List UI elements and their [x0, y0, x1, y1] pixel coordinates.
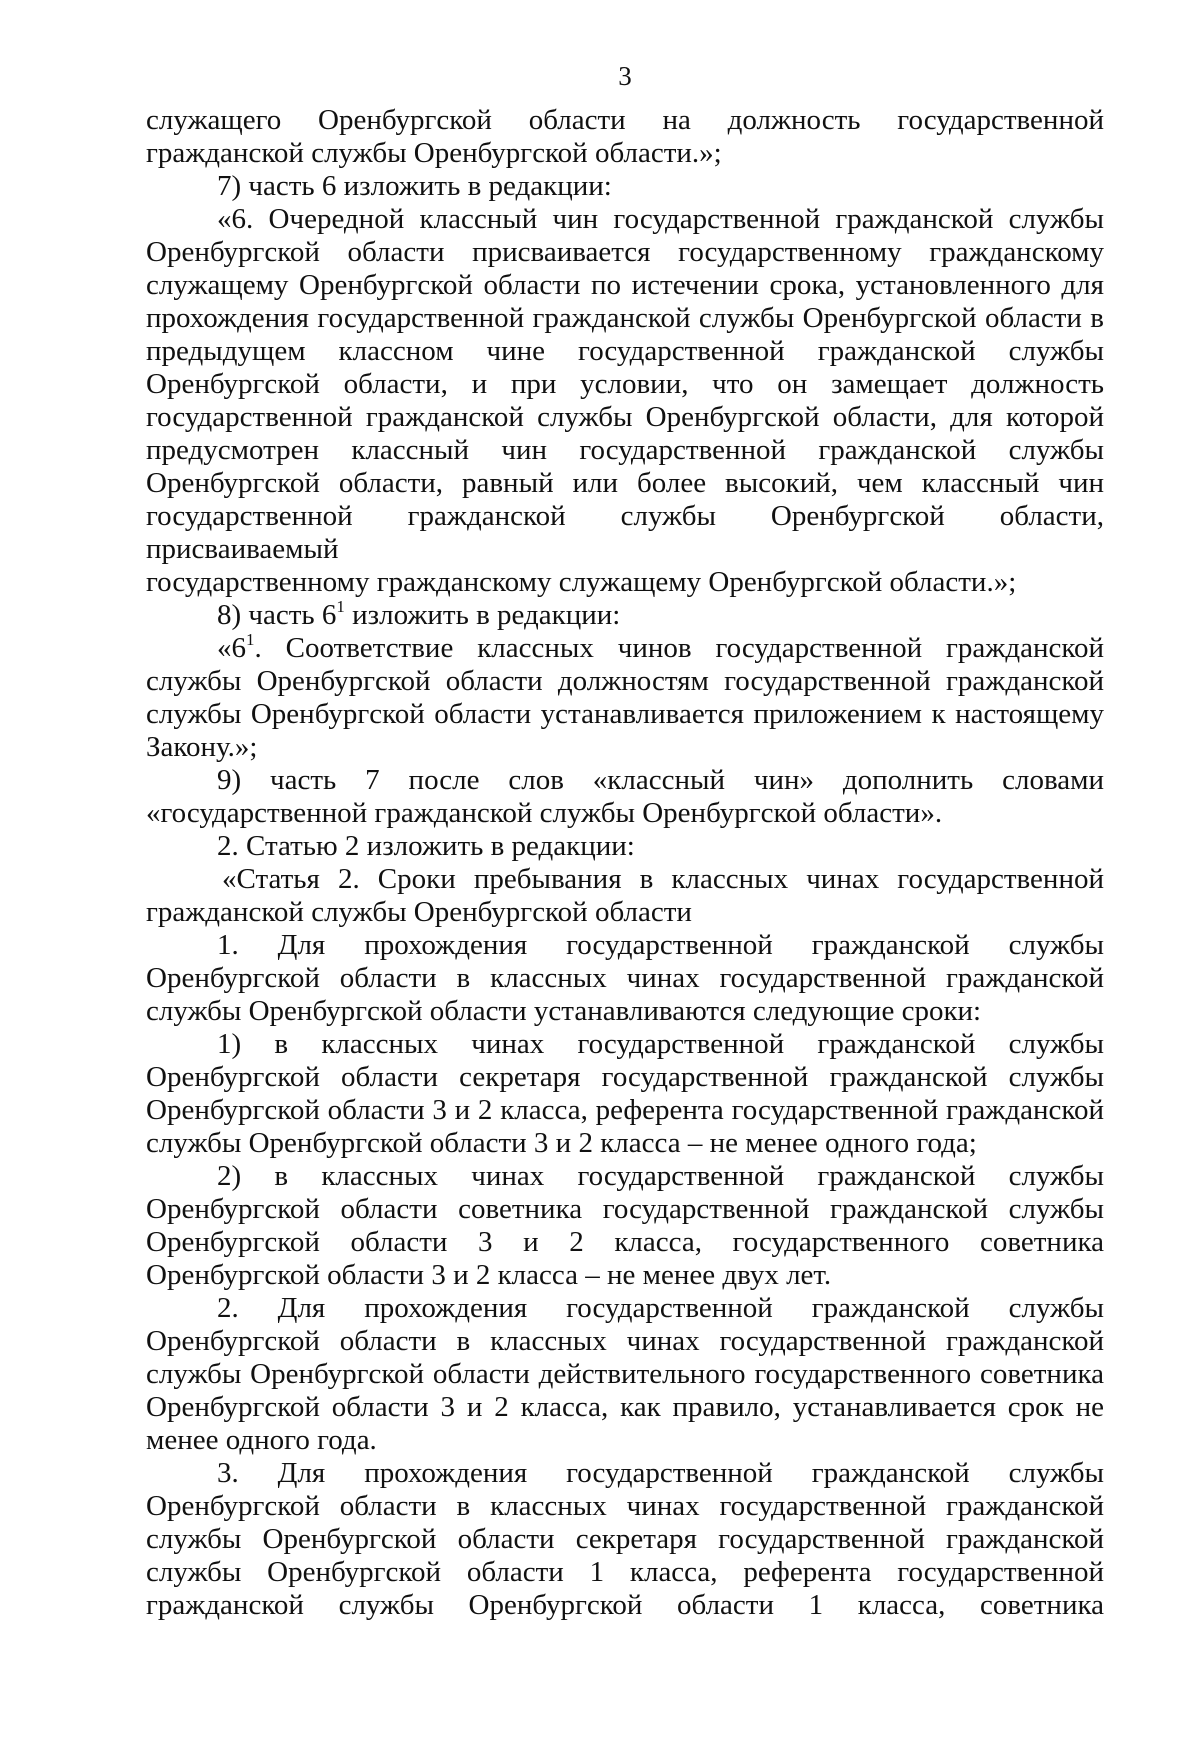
text-line: [146, 1556, 1104, 1589]
line-text: Оренбургской области 3 и 2 класса, как правило, устанавливается срок не: [146, 1391, 1104, 1423]
line-text: службы Оренбургской области 1 класса, референта государственной: [146, 1556, 1104, 1588]
line-text: Оренбургской области, равный или более высокий, чем классный чин: [146, 467, 1104, 499]
line-text: службы Оренбургской области действительного государственного советника: [146, 1358, 1104, 1390]
text-line: [146, 269, 1104, 302]
line-text-continued: изложить в редакции:: [344, 599, 621, 631]
text-line: [146, 302, 1104, 335]
line-text: гражданской службы Оренбургской области.»;: [146, 137, 722, 169]
line-text: 2. Для прохождения государственной гражданской службы: [217, 1292, 1104, 1324]
line-text: Оренбургской области 3 и 2 класса, государственного советника: [146, 1226, 1104, 1258]
line-text: Оренбургской области присваивается государственному гражданскому: [146, 236, 1104, 268]
text-line: [146, 1160, 1104, 1193]
line-text: 7) часть 6 изложить в редакции:: [217, 170, 612, 202]
text-line: [146, 1589, 1104, 1622]
line-text: 2. Статью 2 изложить в редакции:: [217, 830, 635, 862]
line-text: «6: [217, 632, 246, 664]
text-line: [146, 764, 1104, 797]
line-text: Оренбургской области 3 и 2 класса, референта государственной гражданской: [146, 1094, 1104, 1126]
line-text: Оренбургской области в классных чинах государственной гражданской: [146, 1325, 1104, 1357]
text-line: [146, 236, 1104, 269]
line-text: гражданской службы Оренбургской области: [146, 896, 692, 928]
text-line: [146, 1490, 1104, 1523]
line-text: службы Оренбургской области 3 и 2 класса – не менее одного года;: [146, 1127, 977, 1159]
line-text: Оренбургской области 3 и 2 класса – не менее двух лет.: [146, 1259, 832, 1291]
text-line: [146, 368, 1104, 401]
line-text: 3. Для прохождения государственной гражданской службы: [217, 1457, 1104, 1489]
text-line: [146, 1061, 1104, 1094]
text-line: [146, 1358, 1104, 1391]
document-body: [146, 104, 1104, 1622]
text-line: [146, 1028, 1104, 1061]
text-line: [146, 434, 1104, 467]
page-number: 3: [618, 61, 632, 91]
line-text: службы Оренбургской области должностям государственной гражданской: [146, 665, 1104, 697]
line-text: службы Оренбургской области устанавливаются следующие сроки:: [146, 995, 982, 1027]
text-line: [146, 104, 1104, 137]
line-text: предыдущем классном чине государственной гражданской службы: [146, 335, 1104, 367]
line-text: «6. Очередной классный чин государственной гражданской службы: [217, 203, 1104, 235]
line-text: Закону.»;: [146, 731, 258, 763]
superscript: 1: [336, 597, 345, 617]
line-text: менее одного года.: [146, 1424, 377, 1456]
text-line: [146, 170, 1104, 203]
line-text: 1. Для прохождения государственной гражданской службы: [217, 929, 1104, 961]
text-line: [146, 698, 1104, 731]
line-text: 1) в классных чинах государственной гражданской службы: [217, 1028, 1104, 1060]
text-line: [146, 1391, 1104, 1424]
text-line: [146, 1325, 1104, 1358]
text-line: [146, 632, 1104, 665]
text-line: [146, 203, 1104, 236]
line-text: Оренбургской области советника государственной гражданской службы: [146, 1193, 1104, 1225]
line-text: предусмотрен классный чин государственной гражданской службы: [146, 434, 1104, 466]
line-text: государственной гражданской службы Оренбургской области, для которой: [146, 401, 1104, 433]
line-text: служащего Оренбургской области на должность государственной: [146, 104, 1104, 136]
line-text: службы Оренбургской области устанавливается приложением к настоящему: [146, 698, 1104, 730]
text-line: [146, 1457, 1104, 1490]
line-text: 2) в классных чинах государственной гражданской службы: [217, 1160, 1104, 1192]
text-line: [146, 1226, 1104, 1259]
text-line: [146, 797, 1104, 830]
text-line: [146, 500, 1104, 566]
text-line: [146, 137, 1104, 170]
line-text: Оренбургской области в классных чинах государственной гражданской: [146, 962, 1104, 994]
text-line: [146, 1259, 1104, 1292]
text-line: [146, 731, 1104, 764]
line-text: государственному гражданскому служащему Оренбургской области.»;: [146, 566, 1017, 598]
text-line: [146, 1523, 1104, 1556]
text-line: [146, 1292, 1104, 1325]
text-line: [146, 599, 1104, 632]
line-text: Оренбургской области секретаря государственной гражданской службы: [146, 1061, 1104, 1093]
line-text: «государственной гражданской службы Оренбургской области».: [146, 797, 943, 829]
text-line: [146, 566, 1104, 599]
text-line: [146, 830, 1104, 863]
line-text: «Статья 2. Сроки пребывания в классных чинах государственной: [222, 863, 1104, 895]
text-line: [146, 896, 1104, 929]
text-line: [146, 335, 1104, 368]
superscript: 1: [246, 630, 255, 650]
text-line: [146, 1193, 1104, 1226]
text-line: [146, 1094, 1104, 1127]
text-line: [146, 962, 1104, 995]
line-text: 9) часть 7 после слов «классный чин» дополнить словами: [217, 764, 1104, 796]
text-line: [146, 665, 1104, 698]
text-line: [146, 995, 1104, 1028]
line-text: 8) часть 6: [217, 599, 337, 631]
text-line: [146, 1127, 1104, 1160]
line-text: Оренбургской области, и при условии, что он замещает должность: [146, 368, 1104, 400]
text-line: [146, 863, 1104, 896]
line-text: служащему Оренбургской области по истечении срока, установленного для: [146, 269, 1104, 301]
line-text: Оренбургской области в классных чинах государственной гражданской: [146, 1490, 1104, 1522]
line-text: гражданской службы Оренбургской области 1 класса, советника: [146, 1589, 1104, 1621]
text-line: [146, 929, 1104, 962]
line-text: государственной гражданской службы Оренбургской области, присваиваемый: [146, 500, 1104, 565]
line-text-continued: . Соответствие классных чинов государственной гражданской: [254, 632, 1104, 664]
text-line: [146, 401, 1104, 434]
text-line: [146, 467, 1104, 500]
line-text: прохождения государственной гражданской службы Оренбургской области в: [146, 302, 1104, 334]
line-text: службы Оренбургской области секретаря государственной гражданской: [146, 1523, 1104, 1555]
text-line: [146, 1424, 1104, 1457]
